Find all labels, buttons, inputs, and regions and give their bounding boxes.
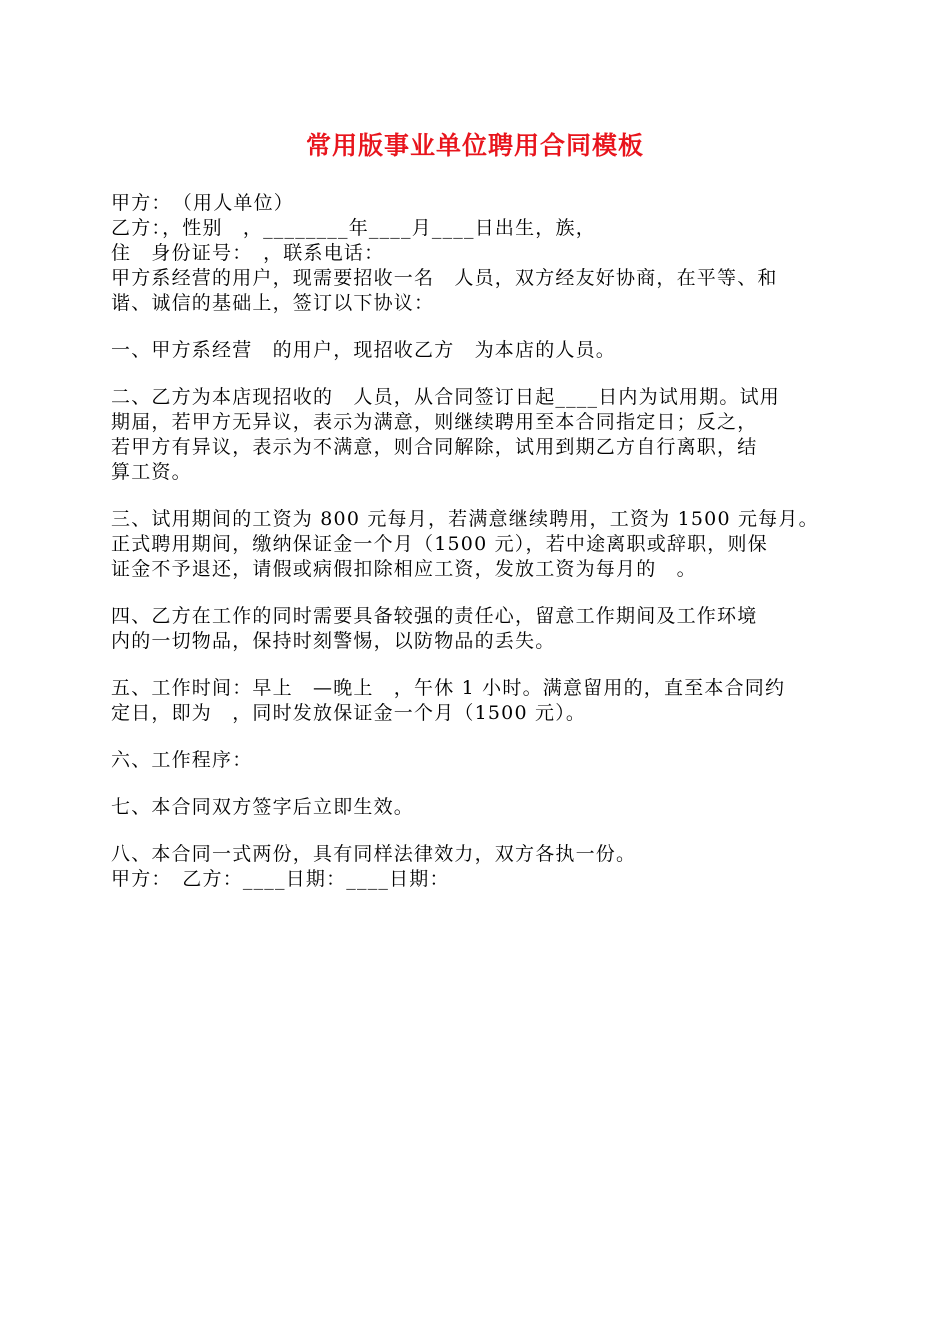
clause-8 [111,842,851,892]
clause-3 [111,507,851,582]
clause-line: 一、甲方系经营 的用户，现招收乙方 为本店的人员。 [111,339,617,361]
clause-line: 八、本合同一式两份，具有同样法律效力，双方各执一份。 [111,843,637,865]
clause-line: 三、试用期间的工资为 800 元每月，若满意继续聘用，工资为 1500 元每月。 [111,508,819,530]
clause-4 [111,604,851,654]
intro-line-2: 谐、诚信的基础上，签订以下协议： [111,292,435,314]
clause-line: 四、乙方在工作的同时需要具备较强的责任心，留意工作期间及工作环境 [111,605,758,627]
clause-line: 证金不予退还，请假或病假扣除相应工资，发放工资为每月的 。 [111,558,697,580]
parties-section [111,191,851,316]
clause-1 [111,338,851,363]
party-a-line: 甲方： （用人单位） [111,192,295,214]
clause-line: 若甲方有异议，表示为不满意，则合同解除，试用到期乙方自行离职，结 [111,436,758,458]
clause-line: 二、乙方为本店现招收的 人员，从合同签订日起____日内为试用期。试用 [111,386,781,408]
clause-line: 内的一切物品，保持时刻警惕，以防物品的丢失。 [111,630,556,652]
signature-line: 甲方： 乙方：____日期：____日期： [111,868,450,890]
address-id-line: 住 身份证号： ，联系电话： [111,242,385,264]
clause-6 [111,748,851,773]
party-b-line: 乙方：，性别 ，________年____月____日出生，族， [111,217,596,239]
clause-5 [111,676,851,726]
clause-7 [111,795,851,820]
intro-line-1: 甲方系经营的用户，现需要招收一名 人员，双方经友好协商，在平等、和 [111,267,778,289]
clause-line: 正式聘用期间，缴纳保证金一个月（1500 元），若中途离职或辞职，则保 [111,533,768,555]
clause-line: 七、本合同双方签字后立即生效。 [111,796,415,818]
clause-line: 五、工作时间：早上 —晚上 ，午休 1 小时。满意留用的，直至本合同约 [111,677,786,699]
clause-line: 算工资。 [111,461,192,483]
clause-line: 六、工作程序： [111,749,253,771]
clause-line: 期届，若甲方无异议，表示为满意，则继续聘用至本合同指定日；反之， [111,411,758,433]
document-body [111,191,851,892]
clause-line: 定日，即为 ，同时发放保证金一个月（1500 元）。 [111,702,587,724]
clause-2 [111,385,851,485]
document-title: 常用版事业单位聘用合同模板 [305,131,644,160]
